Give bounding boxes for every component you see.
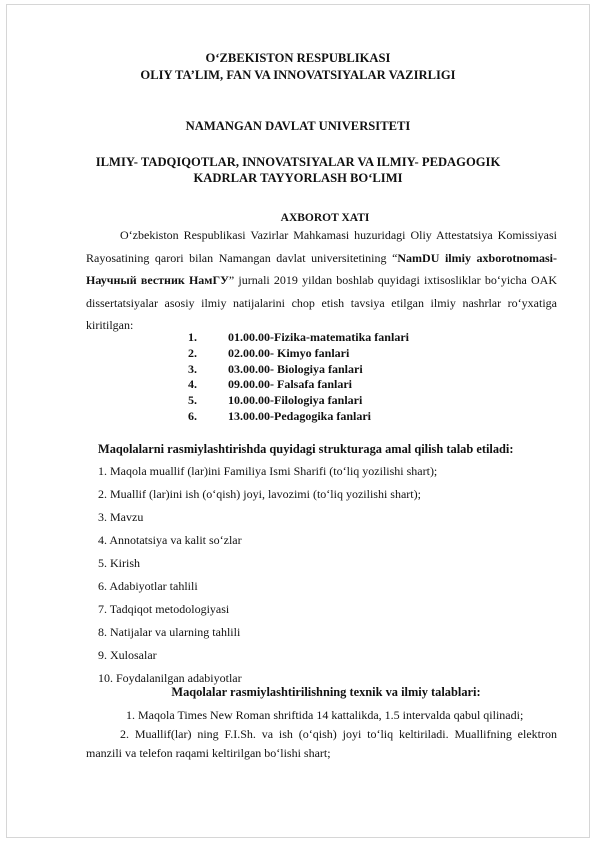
header-department-line1: ILMIY- TADQIQOTLAR, INNOVATSIYALAR VA ILMIY- PEDAGOGIK xyxy=(95,155,501,169)
specialty-item xyxy=(188,346,409,362)
requirement-item: 2. Muallif (lar)ini ish (o‘qish) joyi, lavozimi (to‘liq yozilishi shart); xyxy=(98,487,421,501)
technical-item-2: 2. Muallif(lar) ning F.I.Sh. va ish (o‘qish) joyi to‘liq keltiriladi. Muallifning elektron manzili va telefon raqami keltirilgan bo‘lishi shart; xyxy=(86,727,557,760)
specialty-text: 10.00.00-Filologiya fanlari xyxy=(228,393,363,408)
specialty-text: 13.00.00-Pedagogika fanlari xyxy=(228,408,371,423)
technical-requirements-title: Maqolalar rasmiylashtirilishning texnik va ilmiy talablari: xyxy=(171,685,481,699)
intro-text-part2: ” jurnali 2019 yildan boshlab quyidagi ixtisosliklar bo‘yicha OAK dissertatsiyalar asosiy ilmiy natijalarini chop etish tavsiya etilgan ilmiy nashrlar ro‘yxatiga kiritilgan: xyxy=(86,273,557,332)
technical-requirements xyxy=(86,706,557,763)
specialty-item xyxy=(188,393,409,409)
specialty-item xyxy=(188,409,409,425)
specialty-text: 03.00.00- Biologiya fanlari xyxy=(228,361,363,376)
specialty-item xyxy=(188,377,409,393)
specialty-item xyxy=(188,362,409,378)
requirement-item: 1. Maqola muallif (lar)ini Familiya Ismi Sharifi (to‘liq yozilishi shart); xyxy=(98,464,438,478)
specialty-item xyxy=(188,330,409,346)
header-country: O‘ZBEKISTON RESPUBLIKASI xyxy=(205,51,391,65)
requirement-item: 4. Annotatsiya va kalit so‘zlar xyxy=(98,533,242,547)
header-department-line2: KADRLAR TAYYORLASH BO‘LIMI xyxy=(193,171,403,185)
requirements-title: Maqolalarni rasmiylashtirishda quyidagi strukturaga amal qilish talab etiladi: xyxy=(98,442,514,456)
specialty-number: 3. xyxy=(188,361,197,376)
requirement-item: 10. Foydalanilgan adabiyotlar xyxy=(98,671,242,685)
document-title: AXBOROT XATI xyxy=(280,212,370,224)
requirement-item: 5. Kirish xyxy=(98,556,140,570)
specialty-number: 6. xyxy=(188,408,197,423)
specialty-number: 2. xyxy=(188,345,197,360)
specialties-list xyxy=(188,330,409,425)
specialty-text: 09.00.00- Falsafa fanlari xyxy=(228,377,352,392)
header-ministry: OLIY TA’LIM, FAN VA INNOVATSIYALAR VAZIRLIGI xyxy=(140,68,456,82)
specialty-number: 1. xyxy=(188,330,197,344)
requirements-list xyxy=(98,460,437,690)
technical-item-1: 1. Maqola Times New Roman shriftida 14 kattalikda, 1.5 intervalda qabul qilinadi; xyxy=(126,708,524,722)
requirement-item: 3. Mavzu xyxy=(98,510,144,524)
header-university: NAMANGAN DAVLAT UNIVERSITETI xyxy=(185,119,411,133)
specialty-number: 5. xyxy=(188,393,197,408)
specialty-text: 01.00.00-Fizika-matematika fanlari xyxy=(228,330,409,344)
requirement-item: 6. Adabiyotlar tahlili xyxy=(98,579,198,593)
journal-name: NamDU ilmiy axborotnomasi- Научный вестник НамГУ xyxy=(86,250,557,287)
intro-paragraph xyxy=(86,224,557,337)
specialty-number: 4. xyxy=(188,377,197,392)
requirement-item: 7. Tadqiqot metodologiyasi xyxy=(98,602,230,616)
intro-text-part1: O‘zbekiston Respublikasi Vazirlar Mahkamasi huzuridagi Oliy Attestatsiya Komissiyasi Rayosatining qarori bilan Namangan davlat universitetining “ xyxy=(86,228,557,265)
specialty-text: 02.00.00- Kimyo fanlari xyxy=(228,345,350,360)
requirement-item: 8. Natijalar va ularning tahlili xyxy=(98,625,241,639)
requirement-item: 9. Xulosalar xyxy=(98,648,157,662)
